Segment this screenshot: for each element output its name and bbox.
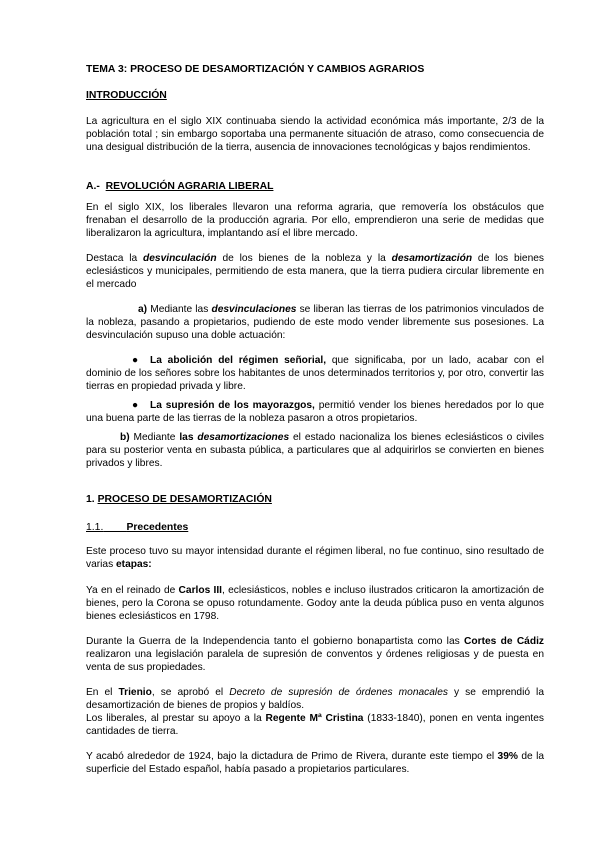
section-1-paragraph-6 bbox=[86, 751, 544, 777]
term-desamortizacion: desamortización bbox=[391, 253, 473, 264]
bullet-2-text: permitió vender los bienes heredados por lo que una buena parte de las tierras de la nobleza pasaron a otros propietarios. bbox=[86, 400, 544, 424]
text-run: Durante la Guerra de la Independencia tanto el gobierno bonapartista como las bbox=[86, 636, 465, 647]
section-1-paragraph-2 bbox=[86, 585, 544, 623]
text-run: Los liberales, al prestar su apoyo a la bbox=[86, 713, 266, 724]
section-a-paragraph-1: En el siglo XIX, los liberales llevaron una reforma agraria, que removería los obstáculos que frenaban el desarrollo de la producción agraria. Por ello, emprendieron una serie de medidas que liberalizaron la agricultura, implantando así el libre mercado. bbox=[86, 202, 544, 239]
bullet-icon: ● bbox=[132, 400, 139, 411]
text-run: Cortes de Cádiz bbox=[464, 636, 544, 647]
text-run: Y acabó alrededor de 1924, bajo la dictadura de Primo de Rivera, durante este tiempo el bbox=[86, 751, 498, 762]
term-desvinculaciones: desvinculaciones bbox=[211, 304, 297, 315]
subsection-title: Precedentes bbox=[126, 522, 189, 533]
bullet-icon: ● bbox=[132, 355, 139, 366]
point-a-paragraph bbox=[86, 304, 544, 342]
section-1-paragraph-5 bbox=[86, 713, 544, 739]
section-1-heading bbox=[86, 494, 544, 507]
text-run: Decreto de supresión de órdenes monacales bbox=[229, 687, 448, 698]
intro-paragraph: La agricultura en el siglo XIX continuaba siendo la actividad económica más importante, 2/3 de la población total ; sin embargo soportaba una permanente situación de atraso, como consecuencia de una desigual distribución de la tierra, ausencia de innovaciones tecnológicas y bajos rendimientos. bbox=[86, 116, 544, 153]
section-a-paragraph-2 bbox=[86, 253, 544, 291]
text-run: etapas: bbox=[116, 558, 152, 570]
text-run: de los bienes eclesiásticos y municipales, permitiendo de esta manera, que la tierra pudiera circular libremente en el mercado bbox=[86, 253, 544, 290]
section-1-paragraph-3 bbox=[86, 636, 544, 674]
section-1-paragraph-1 bbox=[86, 546, 544, 572]
intro-heading: INTRODUCCIÓN bbox=[86, 90, 167, 101]
term-desamortizaciones: desamortizaciones bbox=[197, 432, 290, 443]
text-run: Ya en el reinado de bbox=[86, 585, 179, 596]
point-a-label: a) bbox=[138, 304, 148, 315]
text-run: realizaron una legislación paralela de supresión de conventos y órdenes religiosas y de puesta en venta de sus propiedades. bbox=[86, 648, 544, 673]
list-item bbox=[86, 400, 544, 426]
text-run: de los bienes de la nobleza y la bbox=[216, 253, 392, 264]
document-title: TEMA 3: PROCESO DE DESAMORTIZACIÓN Y CAMBIOS AGRARIOS bbox=[86, 64, 425, 75]
text-run: Trienio bbox=[118, 687, 152, 698]
point-b-label: b) bbox=[120, 432, 130, 443]
subsection-number: 1.1. bbox=[86, 522, 104, 533]
text-run: 39% bbox=[497, 751, 518, 762]
text-run: (1833-1840), ponen en venta ingentes cantidades de tierra. bbox=[86, 713, 544, 737]
text-run: Mediante las bbox=[147, 304, 212, 315]
text-run: las bbox=[179, 432, 198, 443]
text-run: Destaca la bbox=[86, 253, 144, 264]
text-run: Regente Mª Cristina bbox=[265, 713, 364, 724]
text-run: Este proceso tuvo su mayor intensidad durante el régimen liberal, no fue continuo, sino resultado de varias bbox=[86, 546, 544, 570]
text-run: de la superficie del Estado español, había pasado a propietarios particulares. bbox=[86, 751, 544, 775]
text-run: Carlos III bbox=[178, 585, 222, 596]
section-a-heading bbox=[86, 181, 544, 194]
bullet-2-title: La supresión de los mayorazgos, bbox=[150, 400, 315, 411]
text-run: En el bbox=[86, 687, 119, 698]
text-run: Mediante bbox=[129, 432, 180, 443]
point-b-paragraph bbox=[86, 432, 544, 470]
text-run: , se aprobó el bbox=[151, 687, 230, 698]
bullet-1-title: La abolición del régimen señorial, bbox=[150, 355, 327, 366]
bullet-1-text: que significaba, por un lado, acabar con el dominio de los señores sobre los habitantes de unos determinados territorios y, por otro, convertir las tierras en propiedad privada y libre. bbox=[86, 355, 544, 392]
section-a-prefix: A.- bbox=[86, 181, 100, 192]
section-1-title: PROCESO DE DESAMORTIZACIÓN bbox=[97, 494, 272, 505]
list-item bbox=[86, 355, 544, 393]
subsection-heading bbox=[86, 522, 544, 535]
section-a-title: REVOLUCIÓN AGRARIA LIBERAL bbox=[105, 181, 274, 192]
term-desvinculacion: desvinculación bbox=[143, 253, 217, 264]
section-1-number: 1. bbox=[86, 494, 95, 505]
text-run: el estado nacionaliza los bienes eclesiásticos o civiles para su posterior venta en subasta pública, a particulares que al adquirirlos se convierten en bienes privados y libres. bbox=[86, 432, 544, 469]
text-run: se liberan las tierras de los patrimonios vinculados de la nobleza, pasando a propietarios, pudiendo de este modo vender libremente sus posesiones. La desvinculación supuso una doble actuación: bbox=[86, 304, 544, 341]
section-1-paragraph-4 bbox=[86, 687, 544, 713]
text-run: y se emprendió la desamortización de bienes de propios y baldíos. bbox=[86, 687, 544, 711]
text-run: , eclesiásticos, nobles e incluso ilustrados criticaron la amortización de bienes, pero la Corona se opuso rotundamente. Godoy ante la deuda pública puso en venta algunos bienes eclesiásticos en 1798. bbox=[86, 585, 545, 622]
